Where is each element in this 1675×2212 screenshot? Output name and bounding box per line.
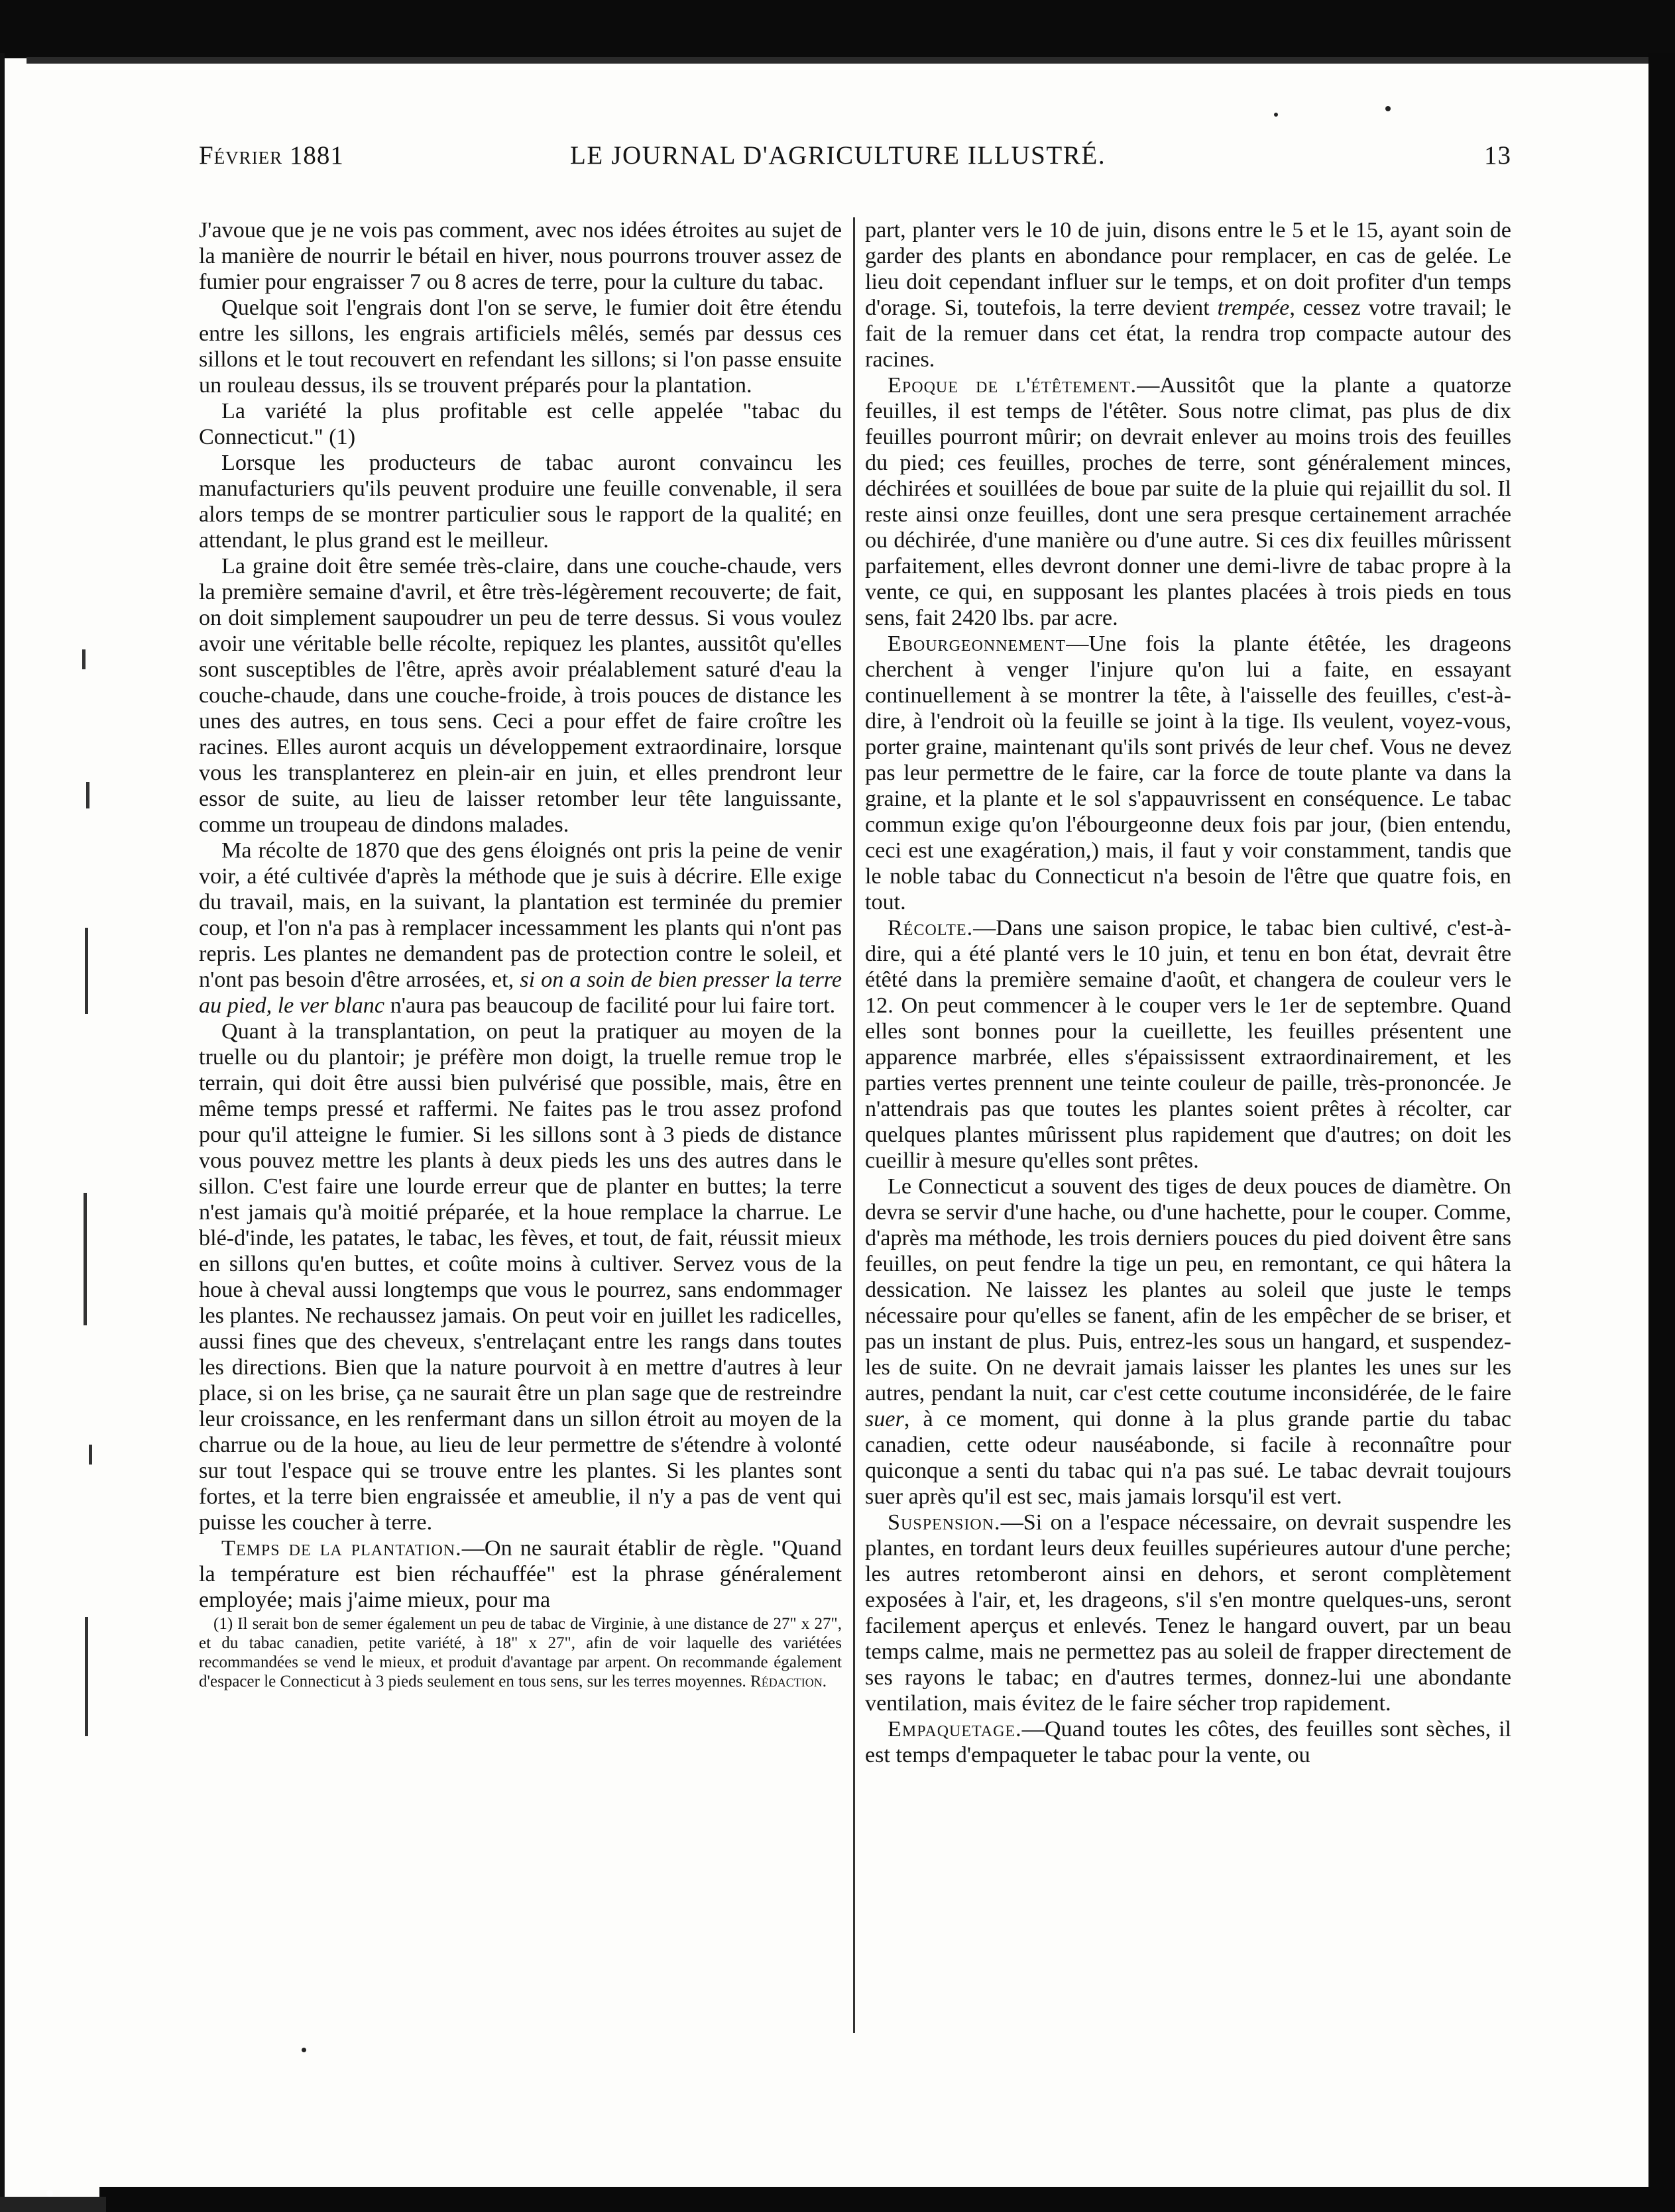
running-header (199, 140, 1511, 174)
section-heading: Ebourgeonnement (888, 632, 1067, 656)
margin-mark (89, 1445, 92, 1465)
footnote-text (199, 1614, 842, 1691)
section-heading: Epoque de l'étêtement. (888, 373, 1137, 398)
paragraph: J'avoue que je ne vois pas comment, avec nos idées étroites au sujet de la manière de nourrir le bétail en hiver, nous pourrons trouver assez de fumier pour engraisser 7 ou 8 acres de terre, pour la culture du tabac. (199, 218, 842, 294)
paragraph-text: —Si on a l'espace nécessaire, on devrait suspendre les plantes, en tordant leurs deux feuilles supérieures autour d'une perche; les autres retomberont ainsi en dehors, et seront complètement exposées à l'air, et, les drageons, s'il s'en montre quelques-uns, seront facilement aperçus et enlevés. Tenez le hangard ouvert, par un beau temps calme, mais ne permettez pas au soleil de frapper directement de ses rayons le tabac; en d'autres termes, donnez-lui une abondante ventilation, mais évitez de le faire sécher trop rapidement. (865, 1510, 1511, 1716)
paragraph (865, 631, 1511, 915)
scan-speck (302, 2048, 306, 2052)
margin-mark (86, 782, 89, 808)
paragraph-text: —Quand toutes les côtes, des feuilles sont sèches, il est temps d'empaqueter le tabac pour la vente, ou (865, 1717, 1511, 1767)
paragraph-text: , cessez votre travail; le fait de la remuer dans cet état, la rendra trop compacte autour des racines. (865, 296, 1511, 372)
section-heading: Suspension. (888, 1510, 1001, 1535)
paragraph (865, 1716, 1511, 1768)
left-column (199, 217, 842, 1691)
right-column (865, 217, 1511, 1768)
paragraph-text: —Dans une saison propice, le tabac bien cultivé, c'est-à-dire, qui a été planté vers le 10 juin, et tenu en bon état, devrait être étêté dans la première semaine d'août, et changera de couleur vers le 12. On peut commencer à le couper vers le 1er de septembre. Quand elles sont bonnes pour la cueillette, les feuilles présentent une apparence marbrée, elles s'épaississent extraordinairement, et les parties vertes prennent une teinte couleur de paille, très-prononcée. Je n'attendrais pas que toutes les plantes soient prêtes à récolter, car quelques plantes mûrissent plus rapidement que d'autres; on doit les cueillir à mesure qu'elles sont prêtes. (865, 916, 1511, 1173)
journal-title: LE JOURNAL D'AGRICULTURE ILLUSTRÉ. (570, 141, 1106, 170)
paragraph (199, 1535, 842, 1613)
italic-phrase: si on a soin de bien presser la terre au pied, le ver blanc (199, 968, 842, 1018)
paragraph: Quelque soit l'engrais dont l'on se serve, le fumier doit être étendu entre les sillons, les engrais artificiels mêlés, semés par dessus ces sillons et le tout recouvert en refendant les sillons; si l'on passe ensuite un rouleau dessus, ils se trouvent préparés pour la plantation. (199, 296, 842, 398)
scan-speck (46, 2190, 53, 2197)
footnote-signature: Rédaction. (750, 1673, 827, 1690)
paragraph (865, 1510, 1511, 1716)
paragraph-text: , à ce moment, qui donne à la plus grande partie du tabac canadien, cette odeur nauséabonde, si facile à reconnaître pour quiconque a senti du tabac qui n'a pas sué. Le tabac devrait toujours suer après qu'il est sec, mais jamais lorsqu'il est vert. (865, 1407, 1511, 1509)
paragraph-text: —Aussitôt que la plante a quatorze feuilles, il est temps de l'étêter. Sous notre climat, pas plus de dix feuilles pourront mûrir; on devrait enlever au moins trois des feuilles du pied; ces feuilles, proches de terre, sont généralement minces, déchirées et souillées de boue par suite de la pluie qui rejaillit du sol. Il reste ainsi onze feuilles, dont une sera presque certainement arrachée ou déchirée, d'une manière ou d'une autre. Si ces dix feuilles mûrissent parfaitement, elles devront donner une demi-livre de tabac propre à la vente, ce qui, en supposant les plantes placées à trois pieds en tous sens, fait 2420 lbs. par acre. (865, 373, 1511, 630)
italic-word: suer (865, 1407, 904, 1431)
paragraph-text: n'aura pas beaucoup de facilité pour lui faire tort. (384, 993, 836, 1018)
margin-mark (82, 649, 86, 669)
scan-border-right (1648, 53, 1675, 2212)
margin-mark (85, 928, 88, 1014)
scan-speck (1385, 106, 1391, 111)
paragraph: Lorsque les producteurs de tabac auront convaincu les manufacturiers qu'ils peuvent produire une feuille convenable, il sera alors temps de se montrer particulier sous le rapport de la qualité; en attendant, le plus grand est le meilleur. (199, 451, 842, 553)
paragraph-text: Ma récolte de 1870 que des gens éloignés ont pris la peine de venir voir, a été cultivée d'après la méthode que je suis à décrire. Elle exige du travail, mais, en la suivant, la plantation est terminée du premier coup, et l'on n'a pas à remplacer incessamment les plants qui n'ont pas repris. Les plantes ne demandent pas de protection contre le soleil, et n'ont pas besoin d'être arrosées, et, (199, 838, 842, 992)
paragraph-text: part, planter vers le 10 de juin, disons entre le 5 et le 15, ayant soin de garder des plants en abondance pour remplacer, en cas de gelée. Le lieu doit cependant influer sur le temps, et on doit profiter d'un temps d'orage. Si, toutefois, la terre devient (865, 218, 1511, 320)
footnote (199, 1614, 842, 1691)
issue-date: Février 1881 (199, 141, 344, 170)
section-heading: Récolte. (888, 916, 974, 940)
italic-word: trempée (1217, 296, 1290, 320)
scan-border-bottom-left (0, 2197, 106, 2212)
paragraph: La graine doit être semée très-claire, dans une couche-chaude, vers la première semaine d'avril, et être très-légèrement recouverte; de fait, on doit simplement saupoudrer un peu de terre dessus. Si vous voulez avoir une véritable belle récolte, repiquez les plantes, aussitôt qu'elles sont susceptibles de l'être, après avoir préalablement saturé d'eau la couche-chaude, dans une couche-froide, à trois pouces de distance les unes des autres, en tous sens. Ceci a pour effet de faire croître les racines. Elles auront acquis un développement extraordinaire, lorsque vous les transplanterez en plein-air en juin, et elles prendront leur essor de suite, au lieu de laisser retomber leur tête languissante, comme un troupeau de dindons malades. (199, 554, 842, 837)
scan-border-top (0, 0, 1675, 58)
margin-mark (85, 1617, 88, 1736)
paragraph (199, 838, 842, 1019)
margin-mark (84, 1193, 87, 1325)
column-rule (853, 217, 855, 2033)
paragraph (865, 217, 1511, 372)
footnote-body: (1) Il serait bon de semer également un peu de tabac de Virginie, à une distance de 27" x 27", et du tabac canadien, petite variété, à 18" x 27", afin de voir laquelle des variétées recommandées se vend le mieux, et produit d'avantage par arpent. On recommande également d'espacer le Connecticut à 3 pieds seulement en tous sens, sur les terres moyennes. (199, 1615, 842, 1690)
paragraph (865, 1174, 1511, 1510)
section-heading: Empaquetage. (888, 1717, 1022, 1742)
paragraph: La variété la plus profitable est celle appelée "tabac du Connecticut." (1) (199, 399, 842, 449)
paragraph-text: —Une fois la plante étêtée, les drageons cherchent à venger l'injure qu'on lui a faite, en essayant continuellement à se montrer la tête, à l'aisselle des feuilles, c'est-à-dire, à l'endroit où la feuille se joint à la tige. Ils veulent, voyez-vous, porter graine, maintenant qu'ils sont privés de leur chef. Vous ne devez pas leur permettre de le faire, car la force de toute plante va dans la graine, et la plante et le sol s'appauvrissent en conséquence. Le tabac commun exige qu'on l'ébourgeonne deux fois par jour, (bien entendu, ceci est une exagération,) mais, il faut y voir constamment, tandis que le noble tabac du Connecticut n'a besoin de l'être que quatre fois, en tout. (865, 632, 1511, 914)
section-heading: Temps de la plantation. (221, 1536, 462, 1561)
scan-border-bottom (99, 2187, 1675, 2212)
page-number: 13 (1484, 141, 1511, 170)
scan-speck (1274, 113, 1278, 117)
scan-border-top-shadow (27, 57, 1675, 64)
paragraph-text: —On ne saurait établir de règle. "Quand la température est bien réchauffée" est la phrase généralement employée; mais j'aime mieux, pour ma (199, 1536, 842, 1612)
paragraph: Quant à la transplantation, on peut la pratiquer au moyen de la truelle ou du plantoir; je préfère mon doigt, la truelle remue trop le terrain, qui doit être aussi bien pulvérisé que possible, mais, être en même temps pressé et raffermi. Ne faites pas le trou assez profond pour qu'il atteigne le fumier. Si les sillons sont à 3 pieds de distance vous pouvez mettre les plants à deux pieds les uns des autres dans le sillon. C'est faire une lourde erreur que de planter en buttes; la terre n'est jamais qu'à moitié préparée, et la houe remplace la charrue. Le blé-d'inde, les patates, le tabac, les fèves, et tout, de fait, réussit mieux en sillons qu'en buttes, et coûte moins à cultiver. Servez vous de la houe à cheval aussi longtemps que vous le pourrez, sans endommager les plantes. Ne rechaussez jamais. On peut voir en juillet les radicelles, aussi fines que des cheveux, s'entrelaçant entre les rangs dans toutes les directions. Bien que la nature pourvoit à en mettre d'autres à leur place, si on les brise, ça ne saurait être un plan sage que de restreindre leur croissance, en les renfermant dans un sillon étroit au moyen de la charrue ou de la houe, au lieu de leur permettre de s'étendre à volonté sur tout l'espace qui se trouve entre les plantes. Si les plantes sont fortes, et la terre bien engraissée et ameublie, il n'y a pas de vent qui puisse les coucher à terre. (199, 1019, 842, 1535)
paragraph (865, 915, 1511, 1174)
paragraph-text: Le Connecticut a souvent des tiges de deux pouces de diamètre. On devra se servir d'une hache, ou d'une hachette, pour le couper. Comme, d'après ma méthode, les trois derniers pouces du pied doivent être sans feuilles, on peut fendre la tige un peu, en remontant, ce qui hâtera la dessication. Ne laissez les plantes au soleil que juste le temps nécessaire pour qu'elles se fanent, afin de les empêcher de se briser, et pas un instant de plus. Puis, entrez-les sous un hangard, et suspendez-les de suite. On ne devrait jamais laisser les plantes les unes sur les autres, pendant la nuit, car c'est cette coutume inconsidérée, de le faire (865, 1174, 1511, 1406)
paragraph (865, 372, 1511, 631)
scan-border-left (0, 53, 5, 2212)
